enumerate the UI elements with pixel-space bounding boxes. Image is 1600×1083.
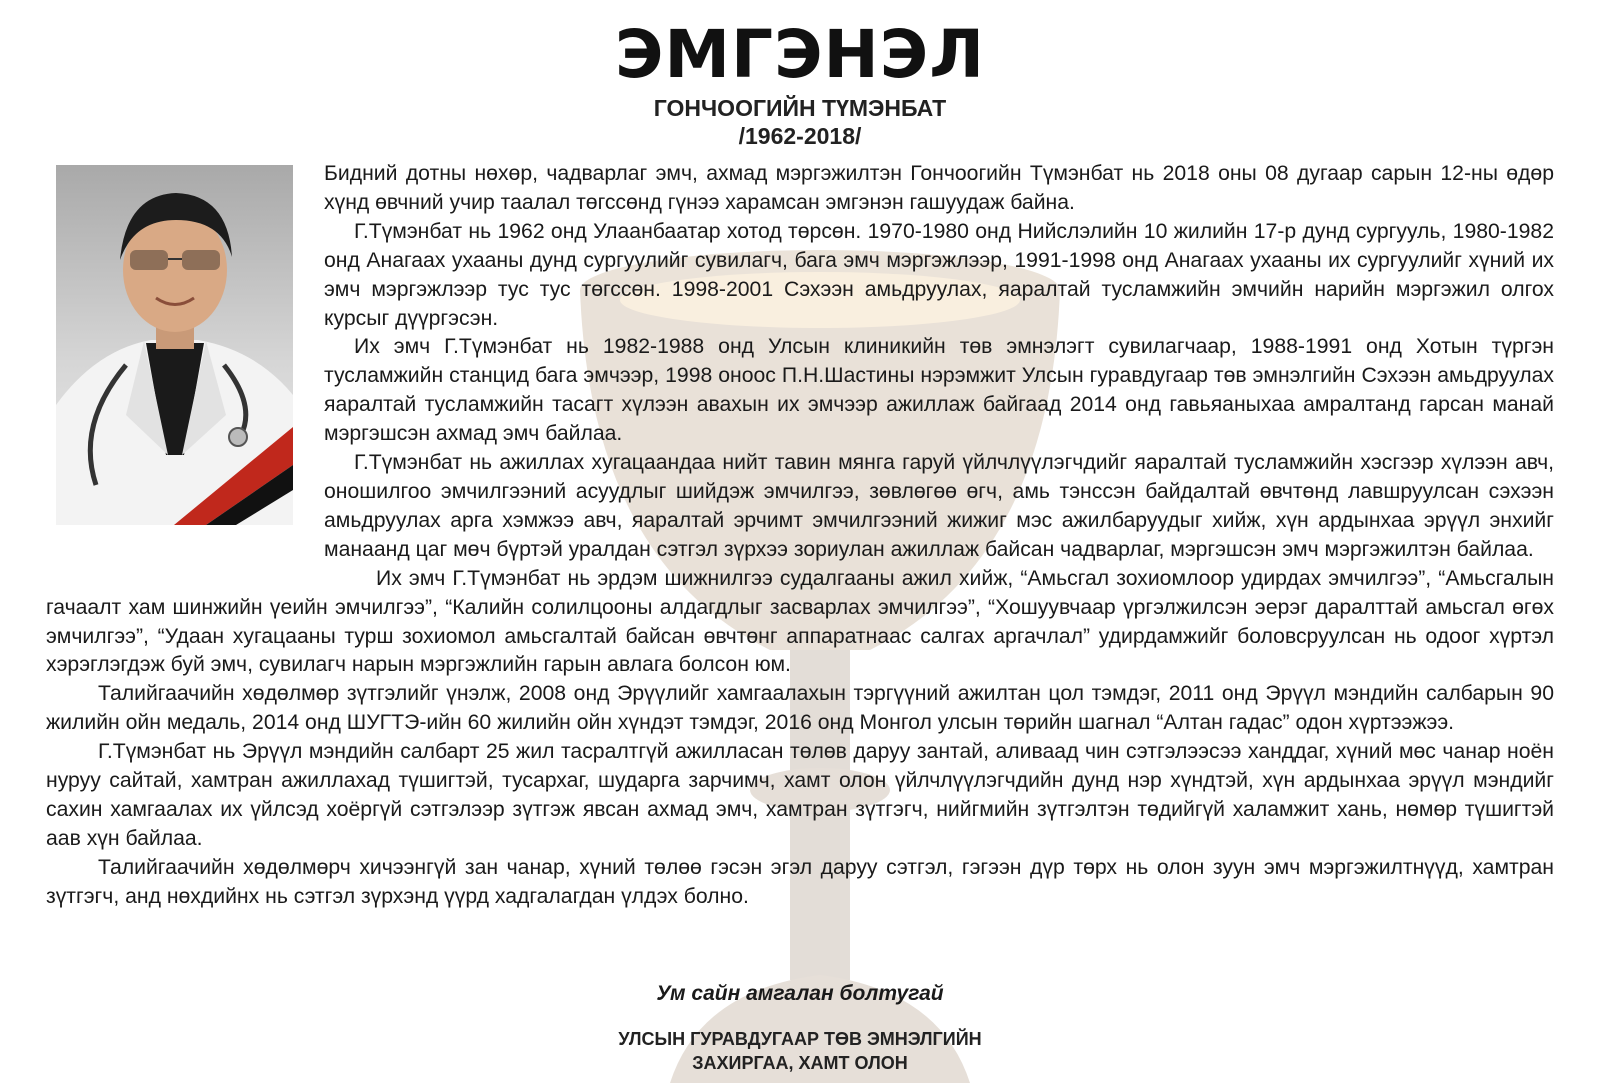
signature-line-1: УЛСЫН ГУРАВДУГААР ТӨВ ЭМНЭЛГИЙН bbox=[618, 1029, 982, 1049]
paragraph-1: Бидний дотны нөхөр, чадварлаг эмч, ахмад мэргэжилтэн Гончоогийн Түмэнбат нь 2018 оны 08 дугаар сарын 12-ны өдөр хүнд өвчний учир таалал төгссөнд гүнээ харамсан эмгэнэн гашуудаж байна. bbox=[324, 162, 1554, 214]
signature-block bbox=[0, 1027, 1600, 1075]
deceased-name: ГОНЧООГИЙН ТҮМЭНБАТ bbox=[653, 95, 947, 121]
paragraph-2: Г.Түмэнбат нь 1962 онд Улаанбаатар хотод төрсөн. 1970-1980 онд Нийслэлийн 10 жилийн 17-р дунд сургууль, 1980-1982 онд Анагаах ухааны дунд сургуулийг сувилагч, бага эмч мэргэжлээр, 1991-1998 онд Анагаах ухааны их сургуулийг хүний их эмч мэргэжлээр тус тус төгссөн. 1998-2001 Сэхээн амьдруулах, яаралтай тусламжийн эмчийн нарийн мэргэжил олгох курсыг дүүргэсэн. bbox=[324, 219, 1554, 330]
life-years: /1962-2018/ bbox=[738, 123, 862, 149]
paragraph-6: Талийгаачийн хөдөлмөр зүтгэлийг үнэлж, 2008 онд Эрүүлийг хамгаалахын тэргүүний ажилтан цол тэмдэг, 2011 онд Эрүүл мэндийн салбарын 90 жилийн ойн медаль, 2014 онд ШУГТЭ-ийн 60 жилийн ойн хүндэт тэмдэг, 2016 онд Монгол улсын төрийн шагнал “Алтан гадас” одон хүртээжээ. bbox=[46, 682, 1554, 735]
paragraph-4: Г.Түмэнбат нь ажиллах хугацаандаа нийт тавин мянга гаруй үйлчлүүлэгчдийг яаралтай тусламжийн хэсгээр хүлээн авч, оношилгоо эмчилгээний асуудлыг шийдэж эмчилгээ, зөвлөгөө өгч, амь тэнссэн байдалтай өвчтөнд лавшруулсан сэхээн амьдруулах арга хэмжээ авч, яаралтай эрчимт эмчилгээний жижиг мэс ажилбаруудыг хийж, хүн ардынхаа эрүүл энхийг манаанд цаг мөч бүртэй уралдан сэтгэл зүрхээ зориулан ажиллаж байсан чадварлаг, мэргэшсэн эмч мэргэжилтэн байлаа. bbox=[324, 451, 1554, 561]
signature-line-2: ЗАХИРГАА, ХАМТ ОЛОН bbox=[692, 1053, 908, 1073]
page-title: ЭМГЭНЭЛ bbox=[614, 16, 986, 93]
paragraph-5: Их эмч Г.Түмэнбат нь эрдэм шижнилгээ судалгааны ажил хийж, “Амьсгал зохиомлоор удирдах эмчилгээ”, “Амьсгалын гачаалт хам шинжийн үеийн эмчилгээ”, “Калийн солилцооны алдагдлыг засварлах эмчилгээ”, “Хошуувчаар үргэлжилсэн эерэг даралттай амьсгал өгөх эмчилгээ”, “Удаан хугацааны турш зохиомол амьсгалтай байсан өвчтөнг аппаратнаас салгах аргачлал” удирдамжийг боловсруулсан нь одоог хүртэл хэрэглэгдэж буй эмч, сувилагч нарын мэргэжлийн гарын авлага болсон юм. bbox=[46, 566, 1554, 677]
paragraph-3: Их эмч Г.Түмэнбат нь 1982-1988 онд Улсын клиникийн төв эмнэлэгт сувилагчаар, 1988-1991 онд Хотын түргэн тусламжийн станцид бага эмчээр, 1998 оноос П.Н.Шастины нэрэмжит Улсын гуравдугаар төв эмнэлгийн Сэхээн амьдруулах яаралтай тусламжийн тасагт хүлээн авахын их эмчээр ажиллаж байгаад 2014 онд гавьяаныхаа амралтанд гарсан манай мэргэшсэн ахмад эмч байлаа. bbox=[324, 335, 1554, 446]
header bbox=[0, 18, 1600, 150]
obituary-body bbox=[46, 160, 1554, 912]
closing-blessing: Ум сайн амгалан болтугай bbox=[656, 982, 944, 1005]
paragraph-7: Г.Түмэнбат нь Эрүүл мэндийн салбарт 25 жил тасралтгүй ажилласан төлөв даруу зантай, аливаад чин сэтгэлээсээ ханддаг, хүний мөс чанар ноён нуруу сайтай, хамтран ажиллахад түшигтэй, тусархаг, шударга зарчимч, хамт олон үйлчлүүлэгчдийн дунд нэр хүндтэй, хүн ардынхаа эрүүл мэндийг сахин хамгаалах их үйлсэд хоёргүй сэтгэлээр зүтгэж явсан ахмад эмч, хамтран зүтгэгч, нийгмийн зүтгэлтэн төдийгүй халамжит хань, нөмөр түшигтэй аав хүн байлаа. bbox=[46, 740, 1554, 850]
paragraph-8: Талийгаачийн хөдөлмөрч хичээнгүй зан чанар, хүний төлөө гэсэн эгэл даруу сэтгэл, гэгээн дүр төрх нь олон зуун эмч мэргэжилтнүүд, хамтран зүтгэгч, анд нөхдийнх нь сэтгэл зүрхэнд үүрд хадгалагдан үлдэх болно. bbox=[46, 855, 1554, 908]
photo-spacer bbox=[46, 160, 324, 590]
